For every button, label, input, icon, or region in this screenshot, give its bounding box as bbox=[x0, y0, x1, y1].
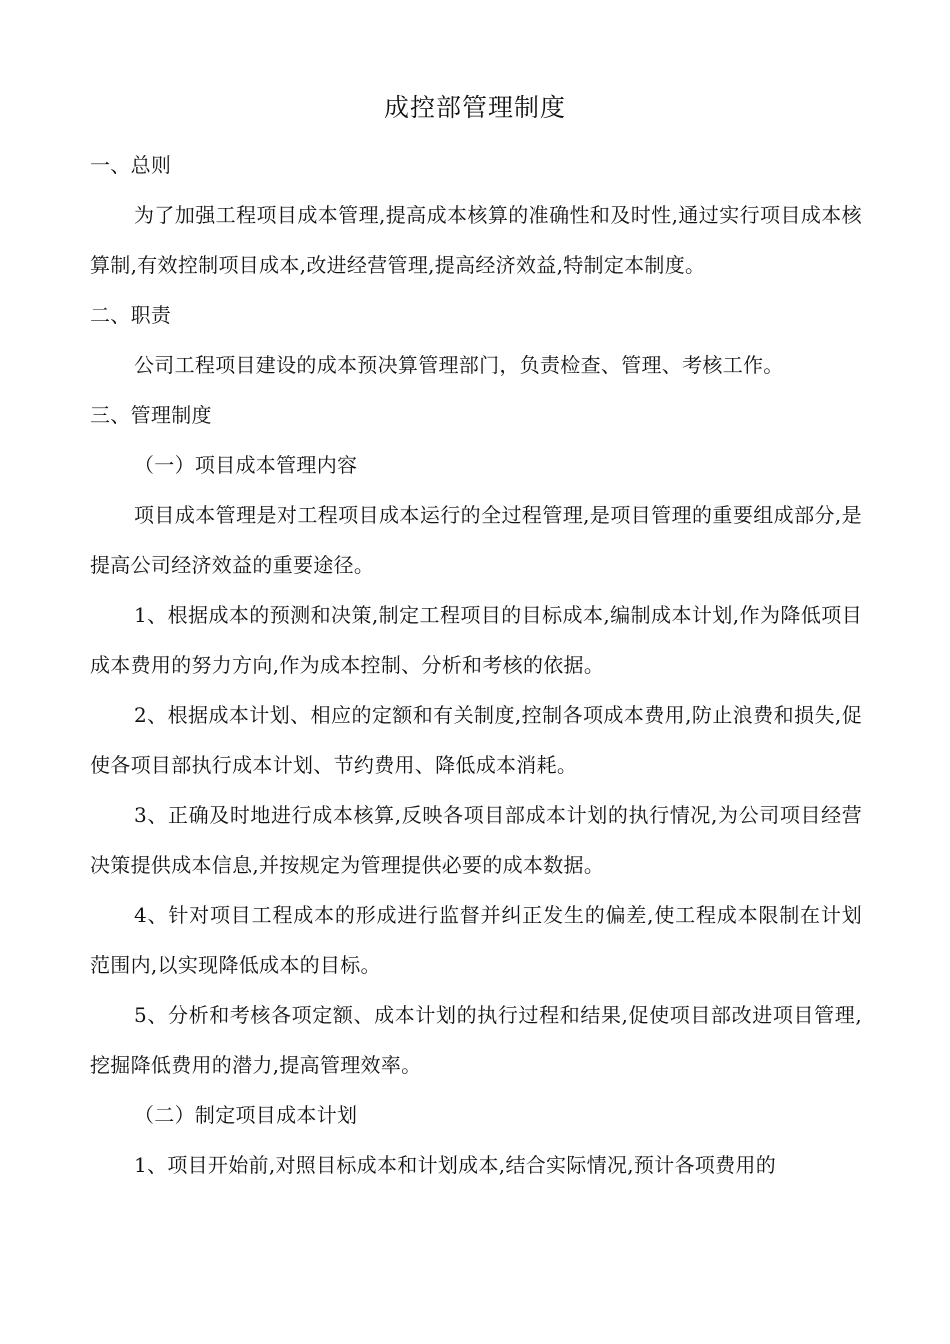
cost-plan-list-item-1: 1、项目开始前,对照目标成本和计划成本,结合实际情况,预计各项费用的 bbox=[134, 1153, 776, 1177]
list-item-5: 5、分析和考核各项定额、成本计划的执行过程和结果,促使项目部改进项目管理,挖掘降低费用的潜力,提高管理效率。 bbox=[90, 1003, 862, 1077]
section-heading-management-system: 三、管理制度 bbox=[90, 403, 212, 427]
document-title: 成控部管理制度 bbox=[383, 93, 566, 122]
paragraph-responsibilities: 公司工程项目建设的成本预决算管理部门，负责检查、管理、考核工作。 bbox=[134, 353, 784, 377]
section-heading-general: 一、总则 bbox=[90, 153, 172, 177]
subsection-heading-cost-plan: （二）制定项目成本计划 bbox=[134, 1103, 358, 1127]
list-item-2: 2、根据成本计划、相应的定额和有关制度,控制各项成本费用,防止浪费和损失,促使各项目部执行成本计划、节约费用、降低成本消耗。 bbox=[90, 703, 862, 777]
document-body bbox=[90, 140, 862, 1190]
list-item-1: 1、根据成本的预测和决策,制定工程项目的目标成本,编制成本计划,作为降低项目成本费用的努力方向,作为成本控制、分析和考核的依据。 bbox=[90, 603, 862, 677]
paragraph-cost-management-overview: 项目成本管理是对工程项目成本运行的全过程管理,是项目管理的重要组成部分,是提高公司经济效益的重要途径。 bbox=[90, 503, 862, 577]
paragraph-general-purpose: 为了加强工程项目成本管理,提高成本核算的准确性和及时性,通过实行项目成本核算制,有效控制项目成本,改进经营管理,提高经济效益,特制定本制度。 bbox=[90, 203, 862, 277]
subsection-heading-cost-management-content: （一）项目成本管理内容 bbox=[134, 453, 358, 477]
list-item-3: 3、正确及时地进行成本核算,反映各项目部成本计划的执行情况,为公司项目经营决策提供成本信息,并按规定为管理提供必要的成本数据。 bbox=[90, 803, 862, 877]
section-heading-responsibilities: 二、职责 bbox=[90, 303, 172, 327]
list-item-4: 4、针对项目工程成本的形成进行监督并纠正发生的偏差,使工程成本限制在计划范围内,以实现降低成本的目标。 bbox=[90, 903, 862, 977]
